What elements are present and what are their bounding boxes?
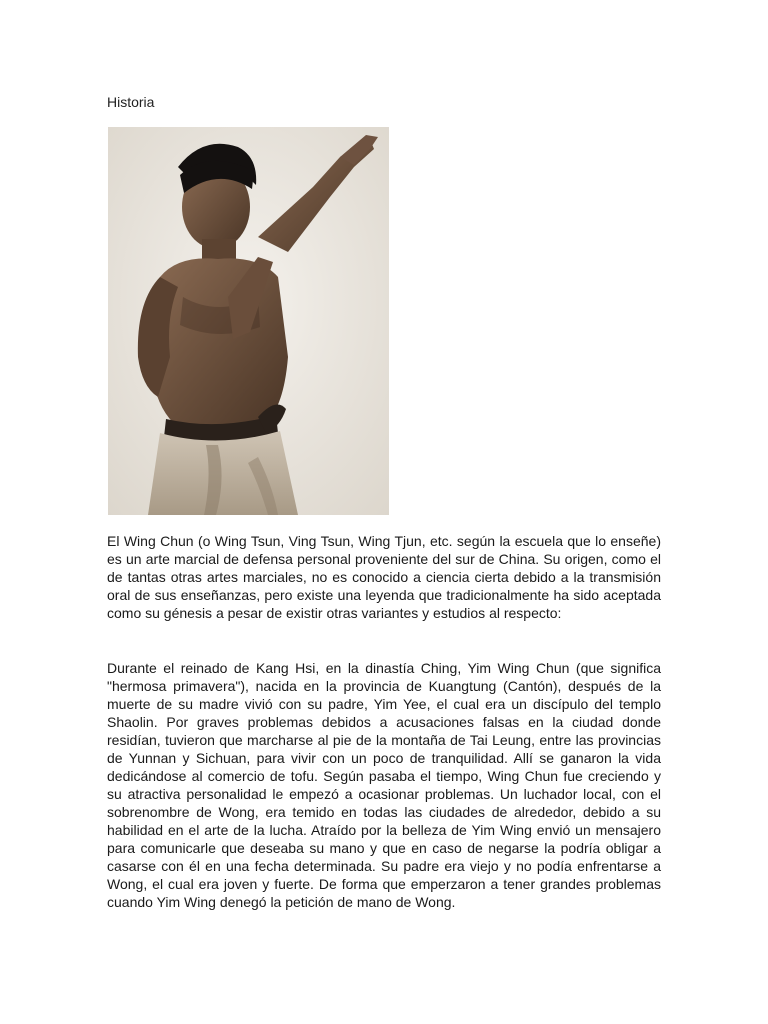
paragraph-intro: El Wing Chun (o Wing Tsun, Ving Tsun, Wing Tjun, etc. según la escuela que lo enseñe) es un arte marcial de defensa personal proveniente del sur de China. Su origen, como el de tantas otras artes marciales, no es conocido a ciencia cierta debido a la transmisión oral de sus enseñanzas, pero existe una leyenda que tradicionalmente ha sido aceptada como su génesis a pesar de existir otras variantes y estudios al respecto: [107,533,661,621]
martial-artist-illustration [108,127,389,515]
page-title: Historia [107,94,155,110]
paragraph-legend: Durante el reinado de Kang Hsi, en la dinastía Ching, Yim Wing Chun (que significa "hermosa primavera"), nacida en la provincia de Kuangtung (Cantón), después de la muerte de su madre vivió con su padre, Yim Yee, el cual era un discípulo del templo Shaolin. Por graves problemas debidos a acusaciones falsas en la ciudad donde residían, tuvieron que marcharse al pie de la montaña de Tai Leung, entre las provincias de Yunnan y Sichuan, para vivir con un poco de tranquilidad. Allí se ganaron la vida dedicándose al comercio de tofu. Según pasaba el tiempo, Wing Chun fue creciendo y su atractiva personalidad le empezó a ocasionar problemas. Un luchador local, con el sobrenombre de Wong, era temido en todas las ciudades de alrededor, debido a su habilidad en el arte de la lucha. Atraído por la belleza de Yim Wing envió un mensajero para comunicarle que deseaba su mano y que en caso de negarse la podría obligar a casarse con él en una fecha determinada. Su padre era viejo y no podía enfrentarse a Wong, el cual era joven y fuerte. De forma que emperzaron a tener grandes problemas cuando Yim Wing denegó la petición de mano de Wong. [107,660,661,910]
martial-artist-photo [108,127,389,515]
